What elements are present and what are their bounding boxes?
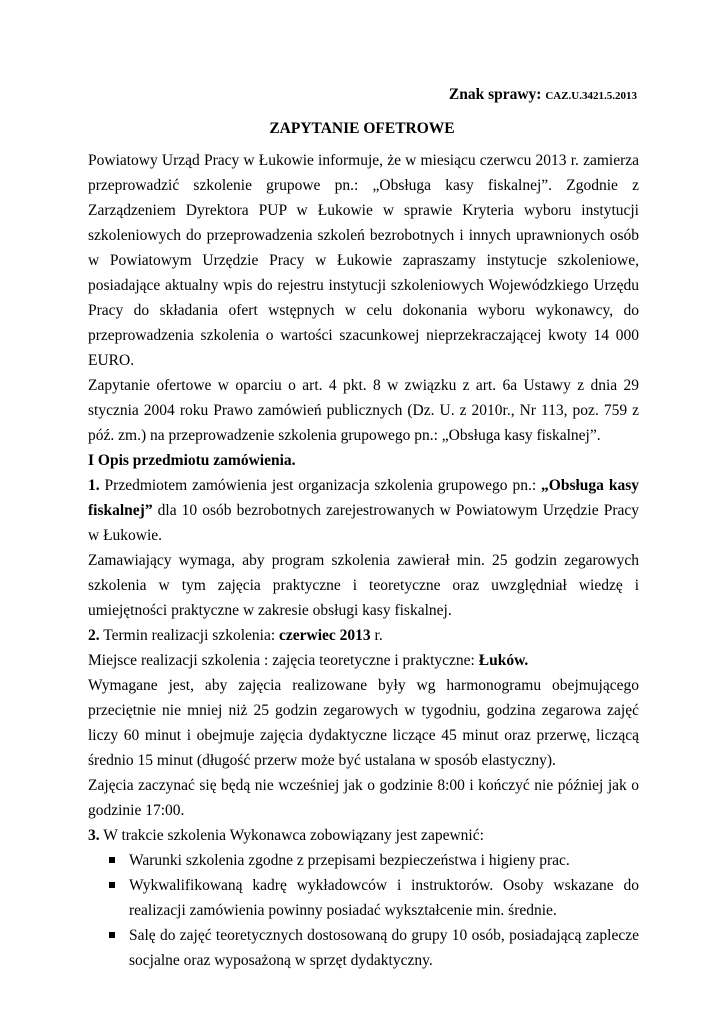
point-1-text-a: Przedmiotem zamówienia jest organizacja szkolenia grupowego pn.: (99, 477, 542, 494)
point-1-course-name: „Obsługa kasy fiskalnej” (88, 477, 639, 519)
point-2-date: czerwiec 2013 (279, 627, 371, 644)
point-1-number: 1. (88, 477, 100, 494)
case-reference-code: CAZ.U.3421.5.2013 (545, 90, 637, 102)
list-item (88, 873, 639, 923)
case-reference-label: Znak sprawy: (448, 86, 542, 103)
point-3-paragraph (88, 823, 639, 848)
point-1-paragraph (88, 473, 639, 548)
point-2-paragraph (88, 623, 639, 648)
schedule-paragraph: Wymagane jest, aby zajęcia realizowane były wg harmonogramu obejmującego przeciętnie nie mniej niż 25 godzin zegarowych w tygodniu, godzina zegarowa zajęć liczy 60 minut i obejmuje zajęcia dydaktyczne liczące 45 minut oraz przerwę, liczącą średnio 15 minut (długość przerw może być ustalana w sposób elastyczny). (88, 677, 639, 769)
document-body (88, 148, 639, 973)
list-item-text: Salę do zajęć teoretycznych dostosowaną do grupy 10 osób, posiadającą zaplecze socjalne oraz wyposażoną w sprzęt dydaktyczny. (129, 927, 639, 969)
case-reference (449, 86, 637, 104)
list-item-text: Wykwalifikowaną kadrę wykładowców i instruktorów. Osoby wskazane do realizacji zamówienia powinny posiadać wykształcenie min. średnie. (129, 877, 639, 919)
list-item-text: Warunki szkolenia zgodne z przepisami bezpieczeństwa i higieny prac. (129, 852, 570, 869)
program-requirement-paragraph: Zamawiający wymaga, aby program szkolenia zawierał min. 25 godzin zegarowych szkolenia w tym zajęcia praktyczne i teoretyczne oraz uwzględniał wiedzę i umiejętności praktyczne w zakresie obsługi kasy fiskalnej. (88, 552, 639, 619)
place-paragraph (88, 648, 639, 673)
point-3-number: 3. (88, 827, 100, 844)
document-title: ZAPYTANIE OFETROWE (269, 120, 455, 137)
list-item (88, 848, 639, 873)
point-2-number: 2. (88, 627, 100, 644)
intro-paragraph: Powiatowy Urząd Pracy w Łukowie informuje, że w miesiącu czerwcu 2013 r. zamierza przeprowadzić szkolenie grupowe pn.: „Obsługa kasy fiskalnej”. Zgodnie z Zarządzeniem Dyrektora PUP w Łukowie w sprawie Kryteria wyboru instytucji szkoleniowych do przeprowadzenia szkoleń bezrobotnych i innych uprawnionych osób w Powiatowym Urzędzie Pracy w Łukowie zapraszamy instytucje szkoleniowe, posiadające aktualny wpis do rejestru instytucji szkoleniowych Wojewódzkiego Urzędu Pracy do składania ofert wstępnych w celu dokonania wyboru wykonawcy, do przeprowadzenia szkolenia o wartości szacunkowej nieprzekraczającej kwoty 14 000 EURO. (88, 152, 639, 369)
requirements-list (88, 848, 639, 973)
point-2-text-a: Termin realizacji szkolenia: (99, 627, 280, 644)
point-3-text: W trakcie szkolenia Wykonawca zobowiązany jest zapewnić: (99, 827, 484, 844)
hours-paragraph: Zajęcia zaczynać się będą nie wcześniej jak o godzinie 8:00 i kończyć nie później jak o godzinie 17:00. (88, 777, 639, 819)
section-heading: I Opis przedmiotu zamówienia. (88, 452, 296, 469)
place-text: Miejsce realizacji szkolenia : zajęcia teoretyczne i praktyczne: (88, 652, 479, 669)
point-2-text-b: r. (370, 627, 383, 644)
point-1-text-b: dla 10 osób bezrobotnych zarejestrowanych w Powiatowym Urzędzie Pracy w Łukowie. (88, 502, 639, 544)
list-item (88, 923, 639, 973)
place-name: Łuków. (478, 652, 529, 669)
square-bullet-icon (109, 857, 115, 863)
legal-basis-paragraph: Zapytanie ofertowe w oparciu o art. 4 pkt. 8 w związku z art. 6a Ustawy z dnia 29 stycznia 2004 roku Prawo zamówień publicznych (Dz. U. z 2010r., Nr 113, poz. 759 z póź. zm.) na przeprowadzenie szkolenia grupowego pn.: „Obsługa kasy fiskalnej”. (88, 377, 639, 444)
square-bullet-icon (109, 932, 115, 938)
square-bullet-icon (109, 882, 115, 888)
